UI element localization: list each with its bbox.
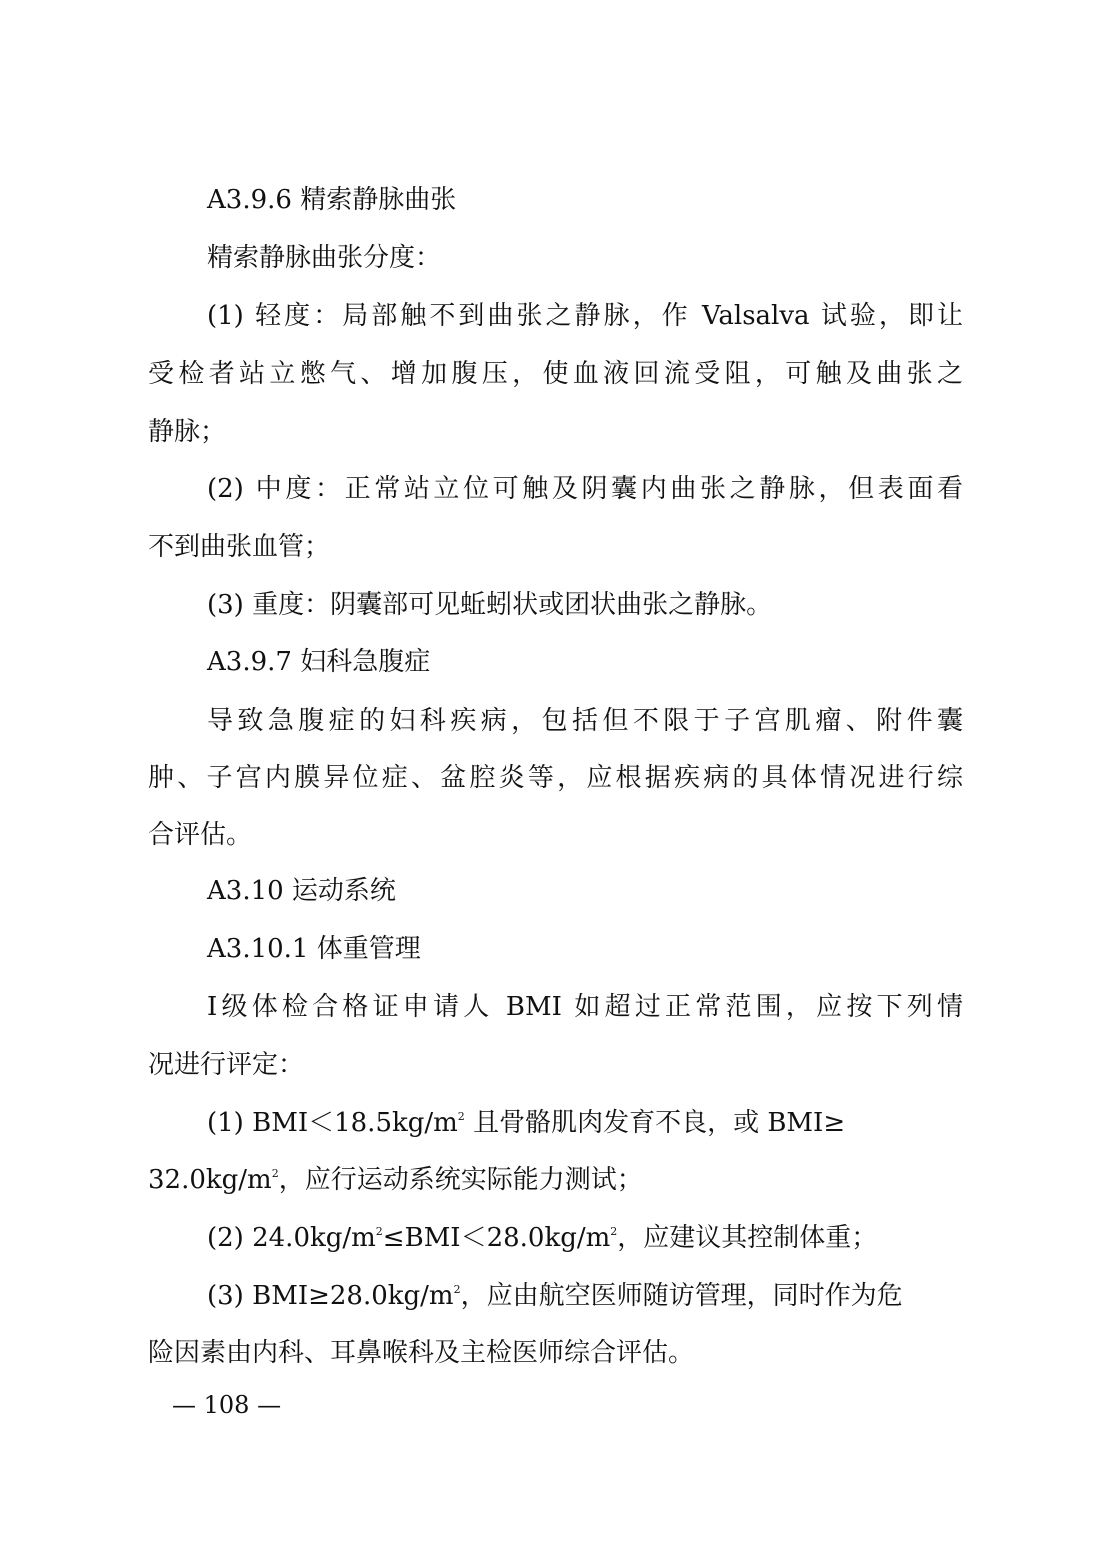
- text-run: 且骨骼肌肉发育不良，或 BMI≥: [473, 1108, 846, 1138]
- paragraph-line: [148, 1162, 643, 1198]
- text-run: ，应由航空医师随访管理，同时作为危: [460, 1281, 903, 1311]
- section-heading-a3-10-1: A3.10.1 体重管理: [207, 934, 421, 964]
- paragraph-line: 导致急腹症的妇科疾病，包括但不限于子宫肌瘤、附件囊: [207, 706, 963, 736]
- text-run: ，应建议其控制体重；: [617, 1223, 878, 1253]
- superscript: 2: [610, 1225, 618, 1238]
- paragraph-line: (1) 轻度：局部触不到曲张之静脉，作 Valsalva 试验，即让: [207, 301, 963, 331]
- text-run: (2) 24.0kg/m: [207, 1223, 376, 1253]
- paragraph-line: 受检者站立憋气、增加腹压，使血液回流受阻，可触及曲张之: [148, 359, 963, 389]
- paragraph-line: 险因素由内科、耳鼻喉科及主检医师综合评估。: [148, 1338, 695, 1368]
- text-run: 32.0kg/m: [148, 1165, 272, 1195]
- text-run: (3) BMI≥28.0kg/m: [207, 1281, 454, 1311]
- paragraph-line: 静脉；: [148, 417, 227, 447]
- section-heading-a3-10: A3.10 运动系统: [207, 876, 396, 906]
- paragraph-line: 况进行评定：: [148, 1050, 305, 1080]
- text-run: ≤BMI＜28.0kg/m: [382, 1223, 611, 1253]
- superscript: 2: [453, 1283, 461, 1296]
- paragraph-line: [207, 1278, 903, 1314]
- page-number: — 108 —: [172, 1391, 282, 1419]
- paragraph-line: Ⅰ级体检合格证申请人 BMI 如超过正常范围，应按下列情: [207, 992, 963, 1022]
- paragraph-line: [207, 1220, 877, 1256]
- text-run: (1) BMI＜18.5kg/m: [207, 1108, 458, 1138]
- text-run: ，应行运动系统实际能力测试；: [278, 1165, 643, 1195]
- paragraph-line: 合评估。: [148, 820, 253, 850]
- paragraph-line: 精索静脉曲张分度：: [207, 243, 442, 273]
- paragraph-line: [207, 1105, 845, 1141]
- paragraph-line: (3) 重度：阴囊部可见蚯蚓状或团状曲张之静脉。: [207, 590, 773, 620]
- paragraph-line: (2) 中度：正常站立位可触及阴囊内曲张之静脉，但表面看: [207, 474, 963, 504]
- paragraph-line: 肿、子宫内膜异位症、盆腔炎等，应根据疾病的具体情况进行综: [148, 763, 963, 793]
- superscript: 2: [375, 1225, 383, 1238]
- paragraph-line: 不到曲张血管；: [148, 532, 331, 562]
- superscript: 2: [271, 1167, 279, 1180]
- superscript: 2: [457, 1110, 465, 1123]
- section-heading-a3-9-6: A3.9.6 精索静脉曲张: [207, 185, 457, 215]
- section-heading-a3-9-7: A3.9.7 妇科急腹症: [207, 647, 431, 677]
